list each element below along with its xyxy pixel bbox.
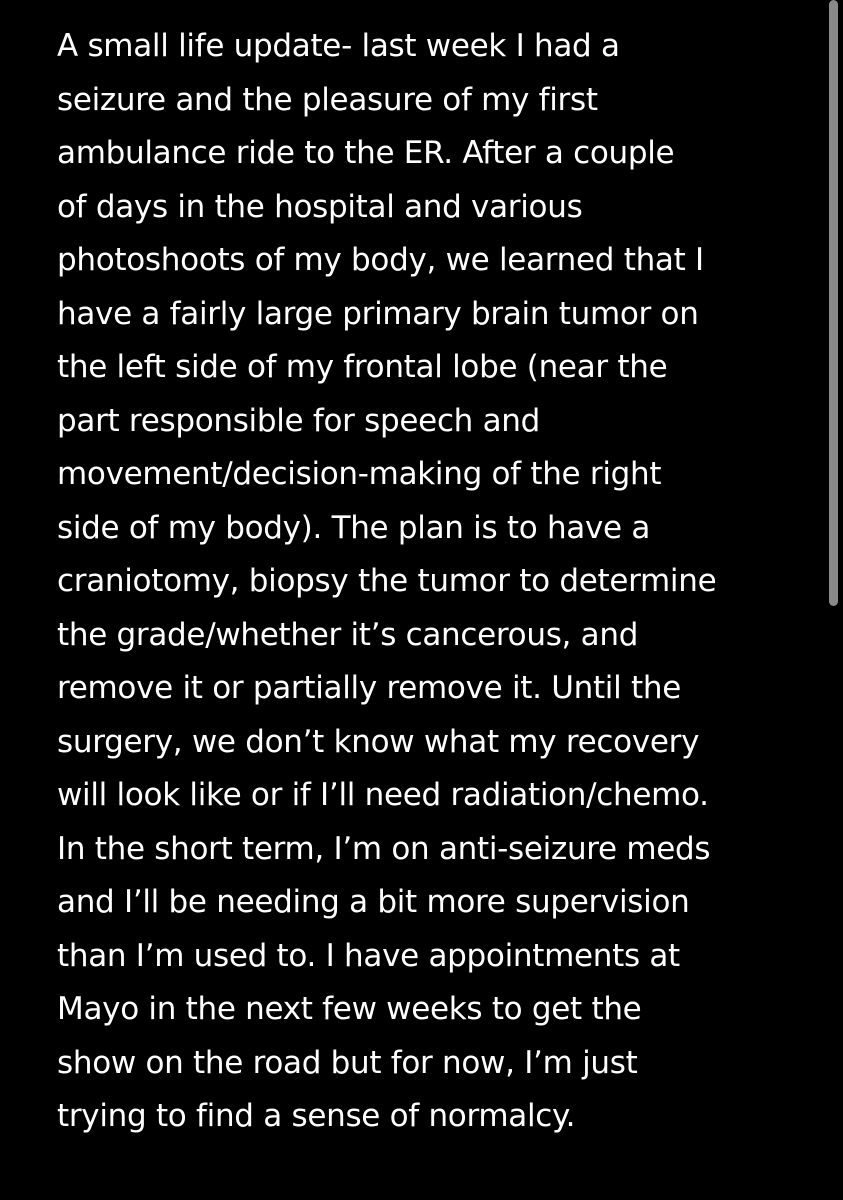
text-line: In the short term, I’m on anti-seizure meds xyxy=(57,830,711,867)
vertical-scrollbar[interactable] xyxy=(829,0,838,606)
text-line: have a fairly large primary brain tumor on xyxy=(57,295,699,332)
text-line: ambulance ride to the ER. After a couple xyxy=(57,135,675,171)
text-line: than I’m used to. I have appointments at xyxy=(57,937,680,974)
text-line: Mayo in the next few weeks to get the xyxy=(57,991,642,1027)
text-line: side of my body). The plan is to have a xyxy=(57,509,651,546)
text-line: of days in the hospital and various xyxy=(57,188,583,225)
text-line: photoshoots of my body, we learned that I xyxy=(57,242,704,278)
text-line: and I’ll be needing a bit more supervision xyxy=(57,884,690,920)
text-line: remove it or partially remove it. Until the xyxy=(57,670,681,706)
text-line: movement/decision-making of the right xyxy=(57,456,662,492)
text-line: the grade/whether it’s cancerous, and xyxy=(57,616,639,653)
text-line: A small life update- last week I had a xyxy=(57,28,620,64)
text-line: show on the road but for now, I’m just xyxy=(57,1044,638,1081)
text-line: seizure and the pleasure of my first xyxy=(57,81,598,118)
text-line: will look like or if I’ll need radiation/chemo. xyxy=(57,777,709,813)
text-line: the left side of my frontal lobe (near the xyxy=(57,349,668,385)
text-line: surgery, we don’t know what my recovery xyxy=(57,723,700,760)
text-line: part responsible for speech and xyxy=(57,402,541,439)
text-line: craniotomy, biopsy the tumor to determine xyxy=(57,563,717,599)
text-line: trying to find a sense of normalcy. xyxy=(57,1098,576,1134)
note-text[interactable] xyxy=(57,20,817,1144)
